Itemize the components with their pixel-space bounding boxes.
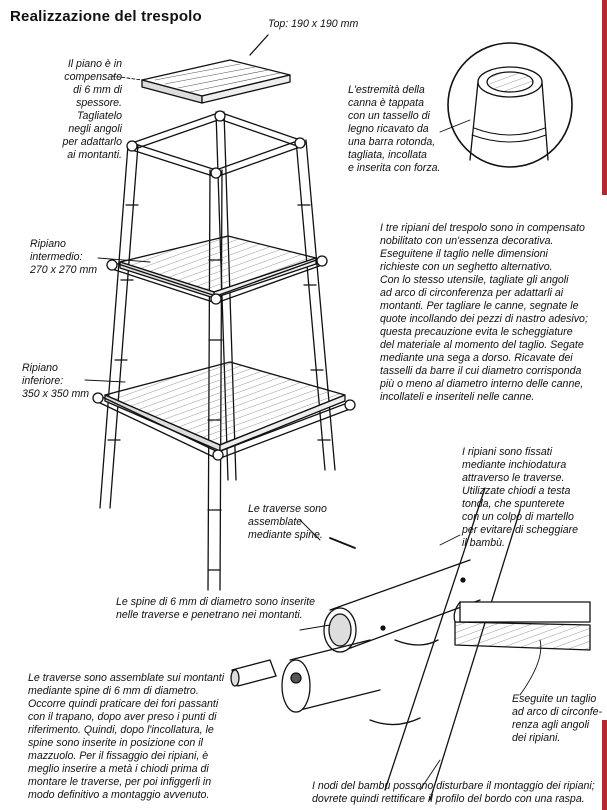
nodi-note: I nodi del bambù possono disturbare il montaggio dei ripiani; dovrete quindi rettificare il profilo del bordo con una raspa. xyxy=(312,780,595,805)
edge-bar-top xyxy=(602,0,607,195)
piano-note: Il piano è in compensato di 6 mm di spessore. Tagliatelo negli angoli per adattarlo ai montanti. xyxy=(62,58,122,161)
spine-note: Le spine di 6 mm di diametro sono inserite nelle traverse e penetrano nei montanti. xyxy=(116,596,316,621)
intermedio-label: Ripiano intermedio: 270 x 270 mm xyxy=(30,238,98,276)
inferiore-label: Ripiano inferiore: 350 x 350 mm xyxy=(22,362,90,400)
canna-note: L'estremità della canna è tappata con un tassello di legno ricavato da una barra rotonda, tagliata, incollata e inserita con forza. xyxy=(348,84,441,174)
edge-bar-bottom xyxy=(602,720,607,810)
canna-detail xyxy=(440,43,572,167)
page-title: Realizzazione del trespolo xyxy=(10,8,202,25)
fissati-note: I ripiani sono fissati mediante inchiodatura attraverso le traverse. Utilizzate chiodi a testa tonda, che spunterete con un colpo di martello per evitare di scheggiare il bambù. xyxy=(462,446,579,549)
traverse-spine-label: Le traverse sono assemblate mediante spine. xyxy=(248,503,327,541)
taglio-note: Eseguite un taglio ad arco di circonfe- renza agli angoli dei ripiani. xyxy=(512,693,603,744)
ripiani-description: I tre ripiani del trespolo sono in compensato nobilitato con un'essenza decorativa. Eseguitene il taglio nelle dimensioni richieste con un seghetto alternativo. Con lo stesso utensile, tagliate gli angoli ad arco di circonferenza per adattarli ai montanti. Per tagliare le canne, segnate le quote incollando dei pezzi di nastro adesivo; questa precauzione evita le scheggiature del materiale al momento del taglio. Segate mediante una sega a dorso. Ricavate dei tasselli da barre il cui diametro corrisponda più o meno al diametro interno delle canne, incollateli e inseriteli nelle canne. xyxy=(380,222,588,403)
top-size-label: Top: 190 x 190 mm xyxy=(268,18,359,30)
top-board xyxy=(142,60,290,103)
assemblaggio-description: Le traverse sono assemblate sui montanti mediante spine di 6 mm di diametro. Occorre quindi praticare dei fori passanti con il trapano, dopo aver preso i punti di riferimento. Quindi, dopo l'incollatura, le spine sono inserite in posizione con il mazzuolo. Per il fissaggio dei ripiani, è meglio inserire a metà i chiodi prima di montare le traverse, per poi infiggerli in modo definitivo a montaggio avvenuto. xyxy=(28,672,225,801)
